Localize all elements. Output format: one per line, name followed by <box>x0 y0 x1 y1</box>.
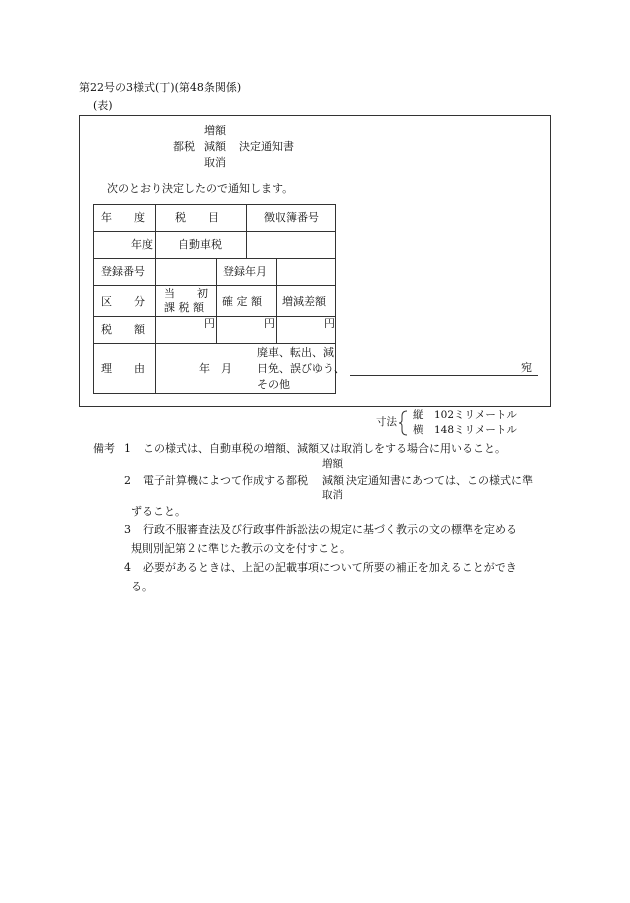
dimension-horizontal: 横 148ミリメートル <box>413 424 517 436</box>
brace-icon <box>398 410 408 436</box>
addressee-line <box>350 375 538 376</box>
form-number: 第22号の3様式(丁)(第48条関係) <box>79 81 242 94</box>
table-rule <box>93 343 336 344</box>
title-option-decrease: 減額 <box>204 140 226 153</box>
cell-reason-header: 理 由 <box>101 362 145 375</box>
notes-heading: 備考 <box>93 442 115 455</box>
note-4-number: 4 <box>124 561 131 574</box>
cell-final-amount-header: 確 定 額 <box>222 295 262 308</box>
table-rule <box>246 204 247 258</box>
cell-tax-name: 自動車税 <box>178 238 222 251</box>
note-2-number: 2 <box>124 474 131 487</box>
cell-initial-assessment-line1: 当 初 <box>164 287 208 300</box>
cell-year-month: 年 月 <box>199 362 232 375</box>
table-rule <box>155 204 156 394</box>
table-rule <box>276 258 277 343</box>
cell-yen-final: 円 <box>264 317 275 330</box>
table-rule <box>93 393 336 394</box>
cell-category-header: 区 分 <box>101 295 145 308</box>
cell-reason-line1: 廃車、転出、減 <box>257 346 334 359</box>
note-4-continuation: る。 <box>131 580 153 593</box>
cell-initial-assessment-line2: 課 税 額 <box>164 301 204 314</box>
addressee-suffix: 宛 <box>521 361 532 374</box>
cell-tax-item-header: 税 目 <box>175 211 219 224</box>
note-3-continuation: 規則別記第２に準じた教示の文を付すこと。 <box>131 542 351 555</box>
cell-year-header: 年 度 <box>101 211 145 224</box>
table-rule <box>93 258 336 259</box>
cell-yen-difference: 円 <box>324 317 335 330</box>
table-rule <box>216 258 217 343</box>
decision-table <box>93 204 345 394</box>
note-3-number: 3 <box>124 523 131 536</box>
note-2-continuation: ずること。 <box>131 505 186 518</box>
cell-reason-line2: 日免、誤びゆう、 <box>257 362 345 375</box>
side-label: (表) <box>93 99 113 112</box>
dimension-vertical: 縦 102ミリメートル <box>413 409 517 421</box>
title-prefix: 都税 <box>173 140 195 153</box>
table-rule <box>93 204 336 205</box>
title-option-increase: 増額 <box>204 124 226 137</box>
intro-text: 次のとおり決定したので通知します。 <box>107 182 294 195</box>
cell-registration-number: 登録番号 <box>101 265 145 278</box>
table-rule <box>93 204 94 394</box>
note-1-number: 1 <box>124 442 131 455</box>
dimensions-label: 寸法 <box>376 416 397 428</box>
note-2-option-cancel: 取消 <box>322 489 343 501</box>
note-2-option-increase: 増額 <box>322 458 343 470</box>
cell-difference-header: 増減差額 <box>282 295 326 308</box>
cell-tax-amount-header: 税 額 <box>101 323 145 336</box>
table-rule <box>93 231 336 232</box>
title-option-cancel: 取消 <box>204 156 226 169</box>
cell-registration-date: 登録年月 <box>223 265 267 278</box>
cell-reason-line3: その他 <box>257 378 290 391</box>
note-2-text-after: 決定通知書にあつては、この様式に準 <box>346 474 533 487</box>
title-suffix: 決定通知書 <box>239 140 294 153</box>
cell-collection-no-header: 徴収簿番号 <box>264 211 319 224</box>
cell-year-unit: 年度 <box>131 238 153 251</box>
table-rule <box>93 285 336 286</box>
cell-yen-initial: 円 <box>204 317 215 330</box>
note-2-option-decrease: 減額 <box>322 474 344 487</box>
note-2-text-before: 電子計算機によつて作成する都税 <box>143 474 308 487</box>
note-3-text: 行政不服審査法及び行政事件訴訟法の規定に基づく教示の文の標準を定める <box>143 523 517 536</box>
note-1-text: この様式は、自動車税の増額、減額又は取消しをする場合に用いること。 <box>143 442 506 455</box>
note-4-text: 必要があるときは、上記の記載事項について所要の補正を加えることができ <box>143 561 517 574</box>
